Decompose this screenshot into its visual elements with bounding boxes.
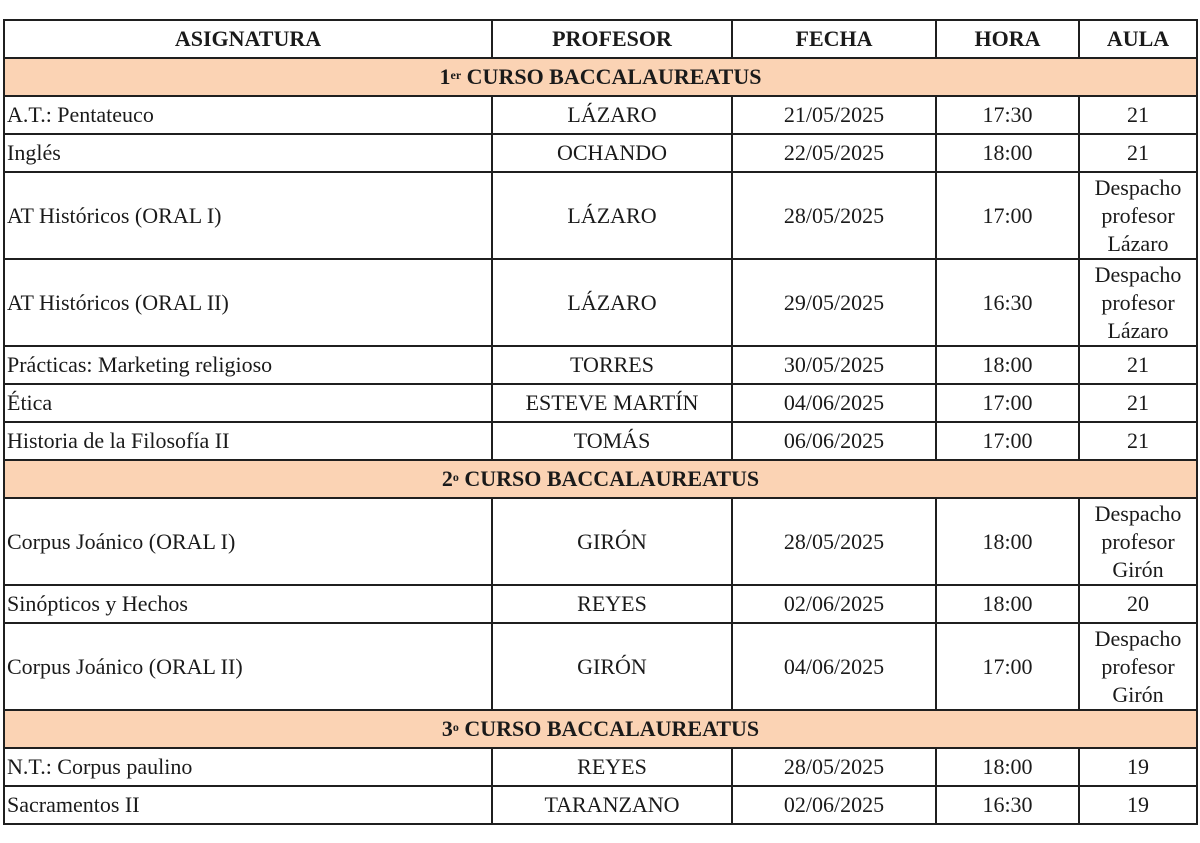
section-ordinal-suffix: o [452,470,459,484]
aula-line: Lázaro [1107,230,1169,256]
cell-aula [1079,96,1197,134]
cell-asignatura: Prácticas: Marketing religioso [4,346,492,384]
section-header-row [4,58,1197,96]
cell-aula [1079,172,1197,259]
cell-fecha: 02/06/2025 [732,786,936,824]
aula-line: Lázaro [1107,317,1169,343]
cell-hora: 17:00 [936,623,1079,710]
aula-line: 21 [1127,140,1149,165]
cell-asignatura: Historia de la Filosofía II [4,422,492,460]
section-ordinal-suffix: o [452,720,459,734]
cell-fecha: 28/05/2025 [732,748,936,786]
cell-asignatura: Sacramentos II [4,786,492,824]
cell-profesor: GIRÓN [492,623,732,710]
aula-line: profesor [1101,202,1175,228]
table-row [4,96,1197,134]
header-hora: HORA [936,20,1079,58]
aula-line: profesor [1101,528,1175,554]
cell-aula [1079,498,1197,585]
cell-fecha: 02/06/2025 [732,585,936,623]
aula-line: Despacho [1094,261,1182,287]
cell-hora: 17:30 [936,96,1079,134]
aula-line: Despacho [1094,625,1182,651]
cell-asignatura: Sinópticos y Hechos [4,585,492,623]
cell-aula [1079,623,1197,710]
cell-hora: 17:00 [936,172,1079,259]
cell-profesor: OCHANDO [492,134,732,172]
table-row [4,384,1197,422]
section-ordinal-number: 3 [441,716,453,741]
cell-fecha: 29/05/2025 [732,259,936,346]
cell-asignatura: Ética [4,384,492,422]
cell-asignatura: Inglés [4,134,492,172]
section-title [4,710,1197,748]
aula-line: 19 [1127,792,1149,817]
header-aula: AULA [1079,20,1197,58]
cell-profesor: TARANZANO [492,786,732,824]
cell-fecha: 21/05/2025 [732,96,936,134]
aula-line: 21 [1127,428,1149,453]
cell-aula [1079,585,1197,623]
section-title [4,58,1197,96]
cell-asignatura: N.T.: Corpus paulino [4,748,492,786]
header-profesor: PROFESOR [492,20,732,58]
cell-asignatura: Corpus Joánico (ORAL I) [4,498,492,585]
cell-profesor: LÁZARO [492,172,732,259]
cell-hora: 18:00 [936,748,1079,786]
cell-fecha: 04/06/2025 [732,623,936,710]
cell-aula [1079,422,1197,460]
section-header-row [4,710,1197,748]
cell-profesor: ESTEVE MARTÍN [492,384,732,422]
table-row [4,422,1197,460]
cell-fecha: 30/05/2025 [732,346,936,384]
table-row [4,134,1197,172]
table-row [4,623,1197,710]
cell-fecha: 22/05/2025 [732,134,936,172]
cell-aula [1079,786,1197,824]
table-row [4,786,1197,824]
table-row [4,172,1197,259]
table-row [4,585,1197,623]
section-title-text: CURSO BACCALAUREATUS [464,716,760,741]
cell-fecha: 28/05/2025 [732,498,936,585]
cell-fecha: 06/06/2025 [732,422,936,460]
section-title [4,460,1197,498]
aula-line: 20 [1127,591,1149,616]
cell-hora: 18:00 [936,498,1079,585]
cell-hora: 16:30 [936,786,1079,824]
cell-aula [1079,384,1197,422]
table-row [4,498,1197,585]
cell-hora: 18:00 [936,134,1079,172]
cell-hora: 17:00 [936,422,1079,460]
cell-profesor: REYES [492,748,732,786]
cell-hora: 18:00 [936,346,1079,384]
cell-hora: 18:00 [936,585,1079,623]
table-row [4,346,1197,384]
cell-fecha: 04/06/2025 [732,384,936,422]
section-title-text: CURSO BACCALAUREATUS [464,466,760,491]
aula-line: profesor [1101,653,1175,679]
aula-line: Despacho [1094,500,1182,526]
aula-line: 21 [1127,102,1149,127]
table-row [4,259,1197,346]
schedule-body [4,58,1197,824]
cell-aula [1079,346,1197,384]
cell-asignatura: Corpus Joánico (ORAL II) [4,623,492,710]
cell-aula [1079,134,1197,172]
aula-line: Girón [1112,681,1164,707]
aula-line: Girón [1112,556,1164,582]
exam-schedule-table [3,19,1198,825]
cell-profesor: TOMÁS [492,422,732,460]
aula-line: 19 [1127,754,1149,779]
cell-asignatura: AT Históricos (ORAL II) [4,259,492,346]
aula-line: 21 [1127,352,1149,377]
section-title-text: CURSO BACCALAUREATUS [466,64,762,89]
cell-asignatura: A.T.: Pentateuco [4,96,492,134]
cell-profesor: GIRÓN [492,498,732,585]
section-ordinal-suffix: er [450,68,462,82]
header-row [4,20,1197,58]
cell-profesor: REYES [492,585,732,623]
cell-asignatura: AT Históricos (ORAL I) [4,172,492,259]
aula-line: Despacho [1094,174,1182,200]
section-header-row [4,460,1197,498]
cell-aula [1079,259,1197,346]
cell-profesor: LÁZARO [492,259,732,346]
header-asignatura: ASIGNATURA [4,20,492,58]
aula-line: 21 [1127,390,1149,415]
aula-line: profesor [1101,289,1175,315]
cell-hora: 16:30 [936,259,1079,346]
header-fecha: FECHA [732,20,936,58]
cell-profesor: TORRES [492,346,732,384]
table-row [4,748,1197,786]
cell-profesor: LÁZARO [492,96,732,134]
section-ordinal-number: 1 [439,64,451,89]
cell-fecha: 28/05/2025 [732,172,936,259]
cell-hora: 17:00 [936,384,1079,422]
section-ordinal-number: 2 [441,466,453,491]
cell-aula [1079,748,1197,786]
